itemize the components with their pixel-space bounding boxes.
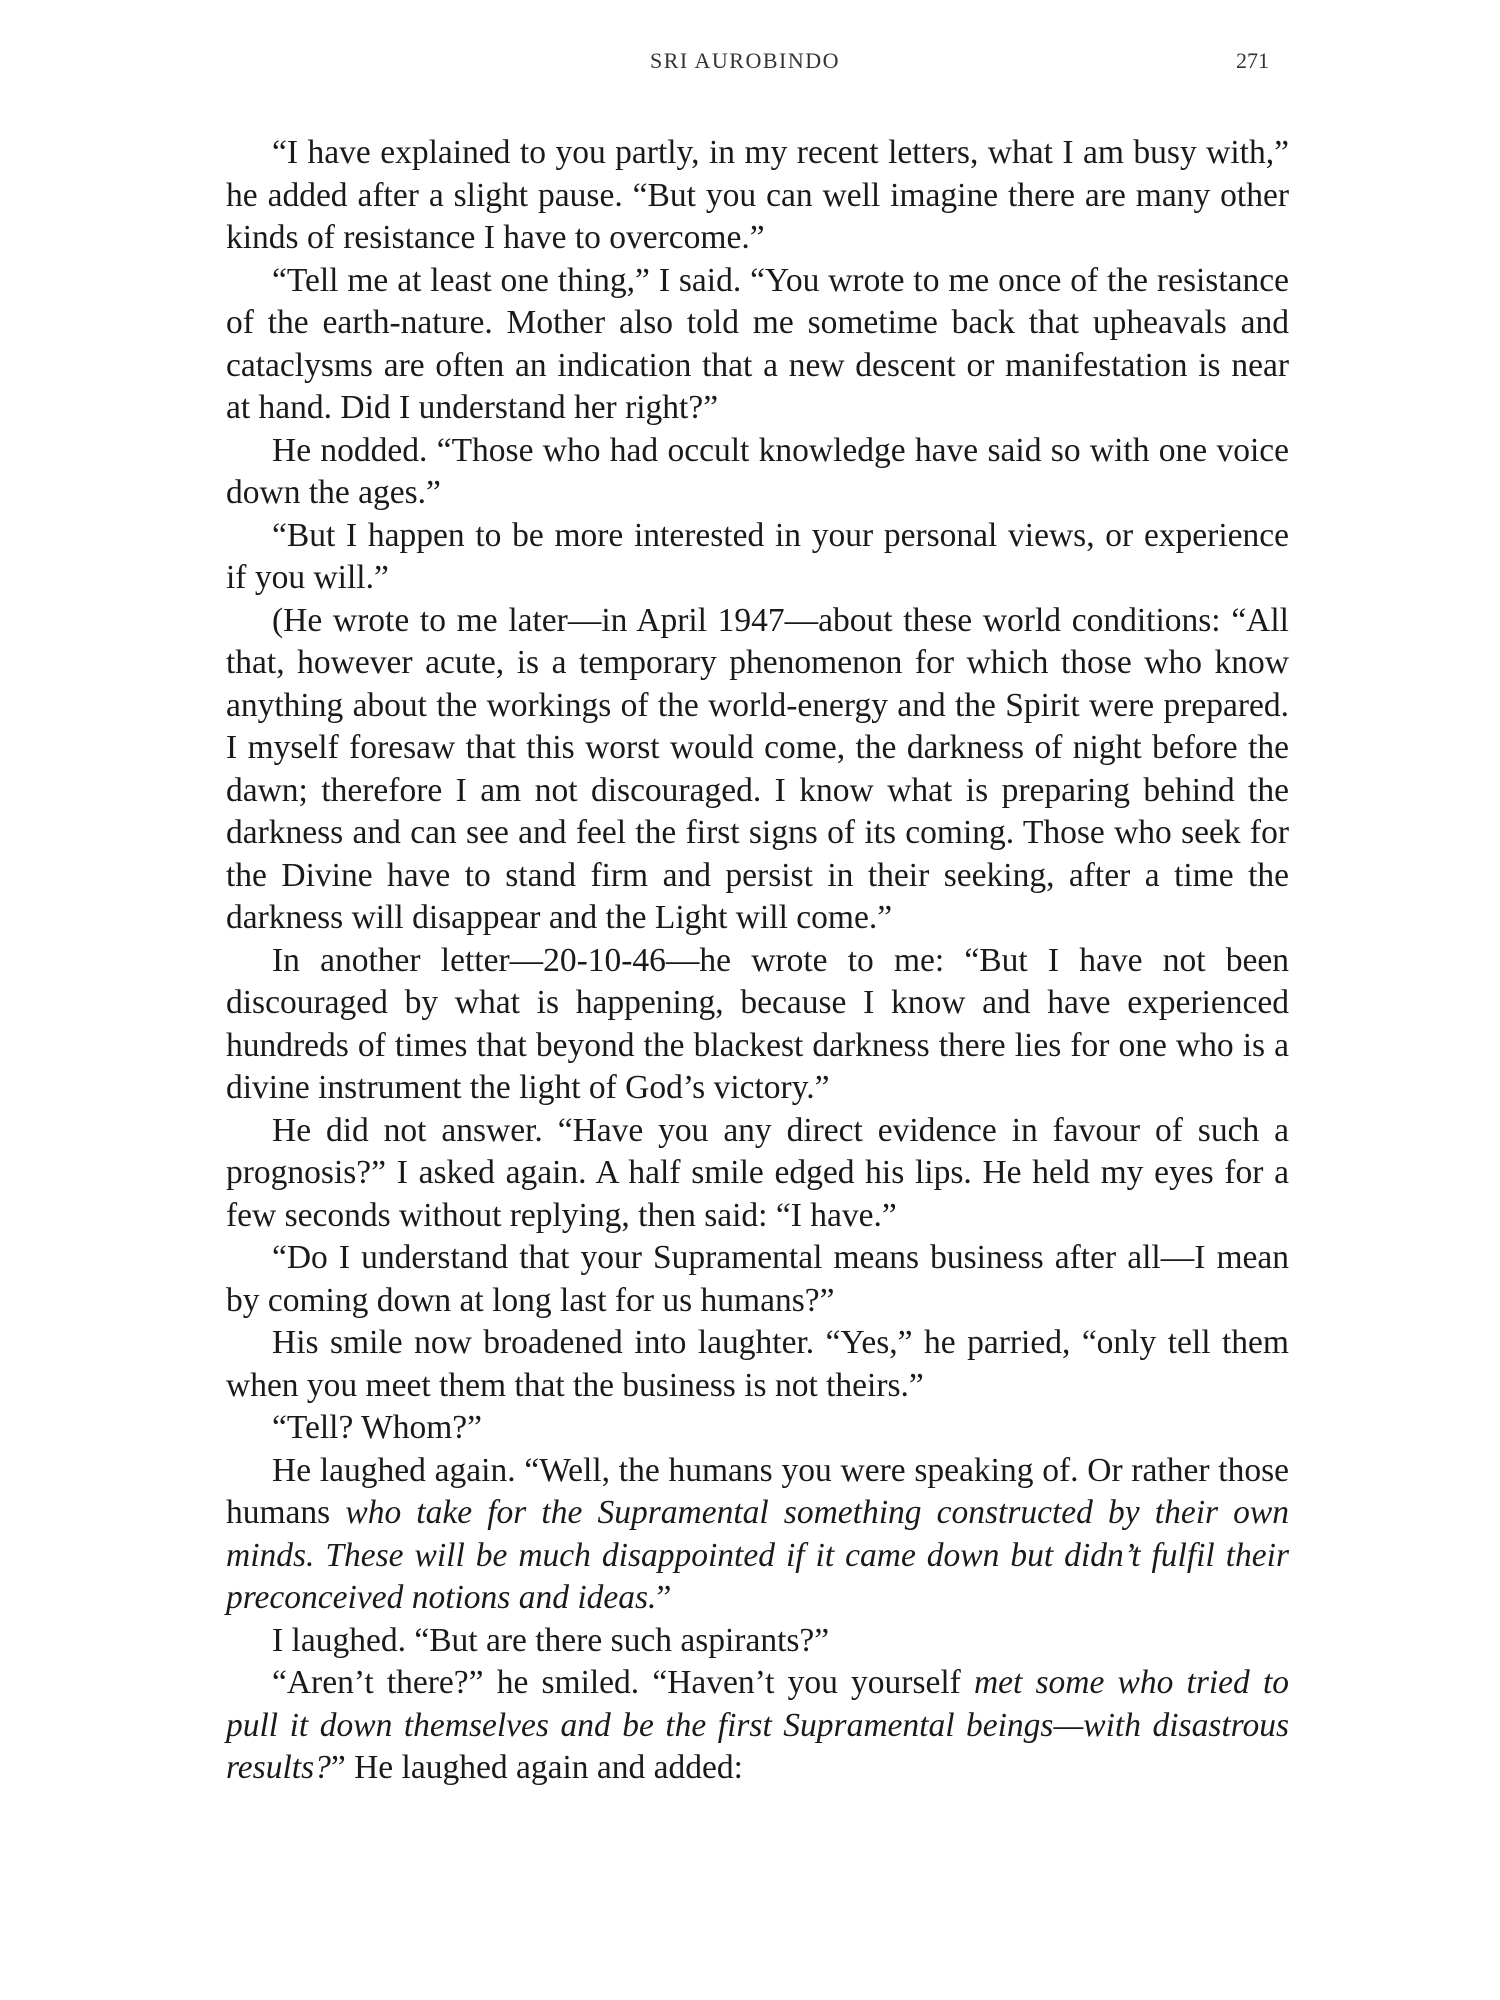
running-head xyxy=(0,48,1500,88)
italic-passage: who take for the Supramental something constructed by their own minds. These will be much disappointed if it came down but didn’t fulfil their preconceived notions and ideas. xyxy=(226,1494,1289,1616)
paragraph-text: ” xyxy=(656,1579,672,1616)
paragraph-text: “Aren’t there?” he smiled. “Haven’t you yourself xyxy=(272,1664,974,1701)
italic-passage: met some who tried to pull it down themselves and be the first Supramental beings—with disastrous results? xyxy=(226,1664,1289,1786)
paragraph: He did not answer. “Have you any direct evidence in favour of such a prognosis?” I asked again. A half smile edged his lips. He held my eyes for a few seconds without replying, then said: “I have.” xyxy=(226,1111,1289,1234)
paragraph-text: He laughed again. “Well, the humans you were speaking of. Or rather those humans xyxy=(226,1451,1289,1531)
paragraph: “Tell? Whom?” xyxy=(272,1409,483,1446)
paragraph: He nodded. “Those who had occult knowledge have said so with one voice down the ages.” xyxy=(226,431,1289,511)
paragraph: “I have explained to you partly, in my recent letters, what I am busy with,” he added after a slight pause. “But you can well imagine there are many other kinds of resistance I have to overcome.” xyxy=(226,134,1289,256)
paragraph: In another letter—20-10-46—he wrote to me: “But I have not been discouraged by what is happening, because I know and have experienced hundreds of times that beyond the blackest darkness there lies for one who is a divine instrument the light of God’s victory.” xyxy=(226,941,1289,1106)
page-number: 271 xyxy=(1236,48,1269,73)
paragraph: I laughed. “But are there such aspirants?” xyxy=(272,1621,830,1659)
paragraph xyxy=(226,1450,1289,1620)
paragraph: His smile now broadened into laughter. “Yes,” he parried, “only tell them when you meet them that the business is not theirs.” xyxy=(226,1324,1289,1404)
paragraph xyxy=(226,1662,1289,1790)
paragraph: “Tell me at least one thing,” I said. “You wrote to me once of the resistance of the earth-nature. Mother also told me sometime back that upheavals and cataclysms are often an indication that a new descent or manifestation is near at hand. Did I understand her right?” xyxy=(226,261,1289,426)
running-title: SRI AUROBINDO xyxy=(650,48,841,73)
paragraph-text: ” He laughed again and added: xyxy=(330,1749,743,1786)
paragraph: “Do I understand that your Supramental means business after all—I mean by coming down at long last for us humans?” xyxy=(226,1239,1289,1319)
paragraph: “But I happen to be more interested in your personal views, or experience if you will.” xyxy=(226,516,1289,596)
page-body xyxy=(226,132,1289,1790)
paragraph: (He wrote to me later—in April 1947—about these world conditions: “All that, however acute, is a temporary phenomenon for which those who know anything about the workings of the world-energy and the Spirit were prepared. I myself foresaw that this worst would come, the darkness of night before the dawn; therefore I am not discouraged. I know what is preparing behind the darkness and can see and feel the first signs of its coming. Those who seek for the Divine have to stand firm and persist in their seeking, after a time the darkness will disappear and the Light will come.” xyxy=(226,601,1289,936)
